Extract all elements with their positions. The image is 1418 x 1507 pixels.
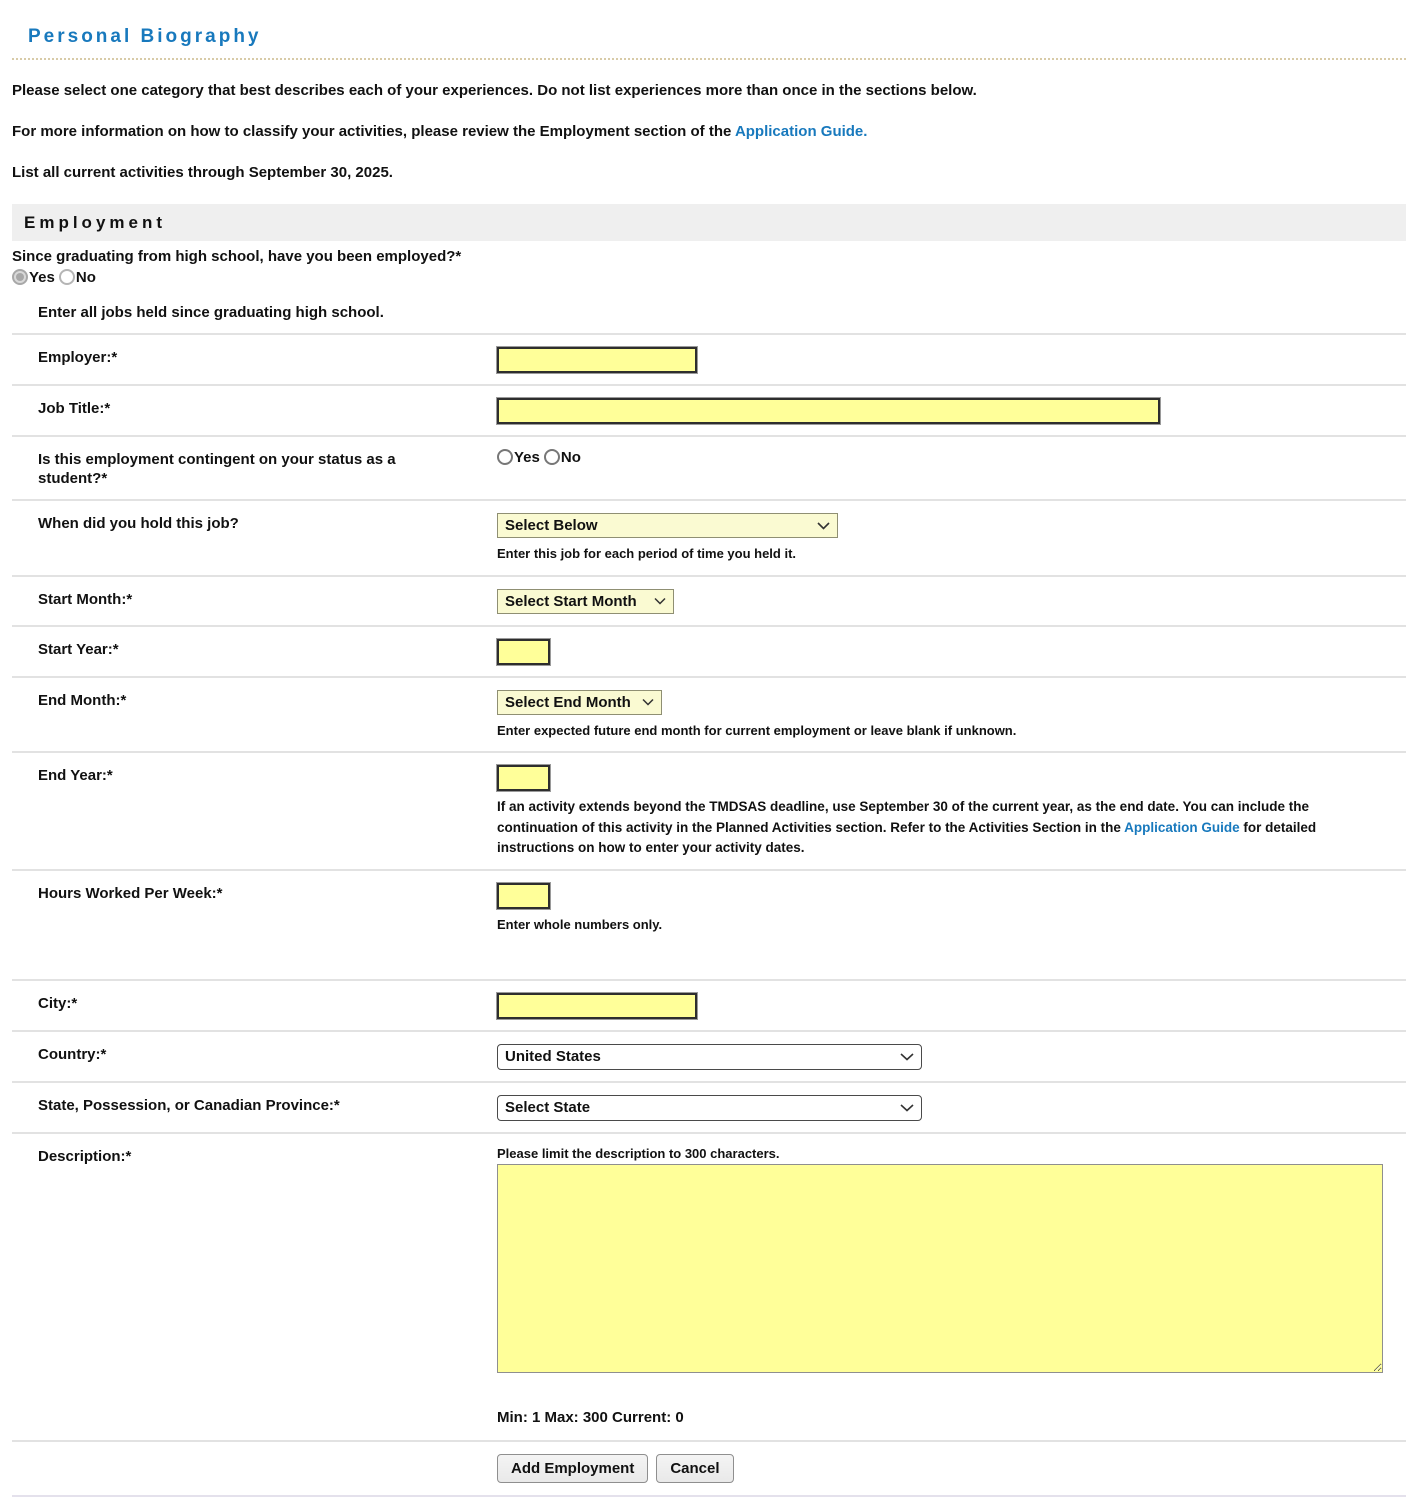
description-row xyxy=(12,1132,1406,1389)
description-help: Please limit the description to 300 characters. xyxy=(497,1145,780,1161)
personal-biography-page xyxy=(0,26,1418,1507)
state-label: State, Possession, or Canadian Province:* xyxy=(38,1096,340,1114)
description-label: Description:* xyxy=(38,1147,132,1165)
contingent-yes-radio[interactable] xyxy=(497,449,540,466)
country-label: Country:* xyxy=(38,1045,107,1063)
employed-radio-group xyxy=(12,269,1406,286)
start-month-select[interactable] xyxy=(498,590,673,613)
end-year-label: End Year:* xyxy=(38,767,113,785)
contingent-yes-label: Yes xyxy=(514,448,540,466)
start-month-select-wrap xyxy=(497,589,674,614)
employer-label: Employer:* xyxy=(38,348,118,366)
intro-paragraph-3: List all current activities through September 30, 2025. xyxy=(12,163,393,181)
city-row xyxy=(12,979,1406,1030)
intro-paragraph-1: Please select one category that best describes each of your experiences. Do not list experiences more than once in the sections below. xyxy=(12,82,977,99)
job-title-label: Job Title:* xyxy=(38,399,111,417)
hours-label: Hours Worked Per Week:* xyxy=(38,885,223,902)
radio-unchecked-icon xyxy=(544,449,560,465)
end-month-label: End Month:* xyxy=(38,691,127,709)
job-period-help: Enter this job for each period of time you held it. xyxy=(497,546,797,562)
radio-checked-icon xyxy=(12,269,28,285)
intro-paragraph-2-text: For more information on how to classify your activities, please review the Employment section of the xyxy=(12,122,735,140)
bottom-separator xyxy=(12,1495,1406,1507)
application-guide-link[interactable]: Application Guide xyxy=(1124,819,1240,835)
start-year-row xyxy=(12,625,1406,676)
employer-input[interactable] xyxy=(497,347,697,373)
contingent-radio-group xyxy=(497,449,1406,466)
country-select-wrap xyxy=(497,1044,922,1070)
jobs-instruction: Enter all jobs held since graduating high school. xyxy=(38,303,384,321)
contingent-no-radio[interactable] xyxy=(544,449,581,466)
state-row xyxy=(12,1081,1406,1132)
employer-row xyxy=(12,333,1406,384)
employed-yes-label: Yes xyxy=(29,268,55,286)
employed-question-block xyxy=(12,247,1406,286)
job-period-label: When did you hold this job? xyxy=(38,515,239,533)
intro-section xyxy=(12,82,1406,182)
job-title-row xyxy=(12,384,1406,435)
contingent-label: Is this employment contingent on your status as a student?* xyxy=(38,450,396,487)
end-year-row xyxy=(12,751,1406,869)
hours-help: Enter whole numbers only. xyxy=(497,917,663,932)
end-year-help-text-after: for detailed instructions on how to enter your activity dates. xyxy=(497,819,1317,855)
start-year-input[interactable] xyxy=(497,639,550,665)
country-row xyxy=(12,1030,1406,1081)
city-label: City:* xyxy=(38,994,78,1012)
application-guide-link[interactable]: Application Guide. xyxy=(734,122,868,140)
job-period-select[interactable] xyxy=(498,514,837,537)
radio-unchecked-icon xyxy=(59,269,75,285)
start-month-row xyxy=(12,575,1406,625)
country-select[interactable] xyxy=(498,1045,921,1069)
end-month-help: Enter expected future end month for current employment or leave blank if unknown. xyxy=(497,722,1017,738)
description-textarea[interactable] xyxy=(497,1164,1383,1373)
page-title: Personal Biography xyxy=(28,26,262,47)
hours-row xyxy=(12,869,1406,979)
end-month-select-wrap xyxy=(497,690,662,715)
radio-unchecked-icon xyxy=(497,449,513,465)
employed-yes-radio[interactable] xyxy=(12,269,55,286)
cancel-button[interactable]: Cancel xyxy=(656,1454,733,1483)
job-title-input[interactable] xyxy=(497,398,1160,424)
hours-input[interactable] xyxy=(497,883,550,909)
end-year-input[interactable] xyxy=(497,765,550,791)
end-month-select[interactable] xyxy=(498,691,661,714)
job-period-select-wrap xyxy=(497,513,838,538)
contingent-row xyxy=(12,435,1406,500)
employed-question: Since graduating from high school, have you been employed?* xyxy=(12,248,462,266)
char-counter: Min: 1 Max: 300 Current: 0 xyxy=(497,1408,684,1426)
job-period-row xyxy=(12,499,1406,575)
city-input[interactable] xyxy=(497,993,697,1019)
add-employment-button[interactable]: Add Employment xyxy=(497,1454,648,1483)
state-select[interactable] xyxy=(498,1096,921,1120)
intro-paragraph-2 xyxy=(12,123,1406,142)
dotted-separator xyxy=(12,58,1406,60)
end-year-help xyxy=(497,797,1377,858)
state-select-wrap xyxy=(497,1095,922,1121)
start-month-label: Start Month:* xyxy=(38,590,133,608)
employment-section-header: Employment xyxy=(12,204,1406,241)
start-year-label: Start Year:* xyxy=(38,640,119,658)
employed-no-radio[interactable] xyxy=(59,269,96,286)
employed-no-label: No xyxy=(75,268,96,286)
end-month-row xyxy=(12,676,1406,752)
contingent-no-label: No xyxy=(560,448,581,466)
form-actions xyxy=(12,1440,1406,1495)
end-year-help-text: If an activity extends beyond the TMDSAS deadline, use September 30 of the current year, as the end date. You can include the continuation of this activity in the Planned Activities section. Refer to the Activities Section in the xyxy=(497,799,1309,835)
